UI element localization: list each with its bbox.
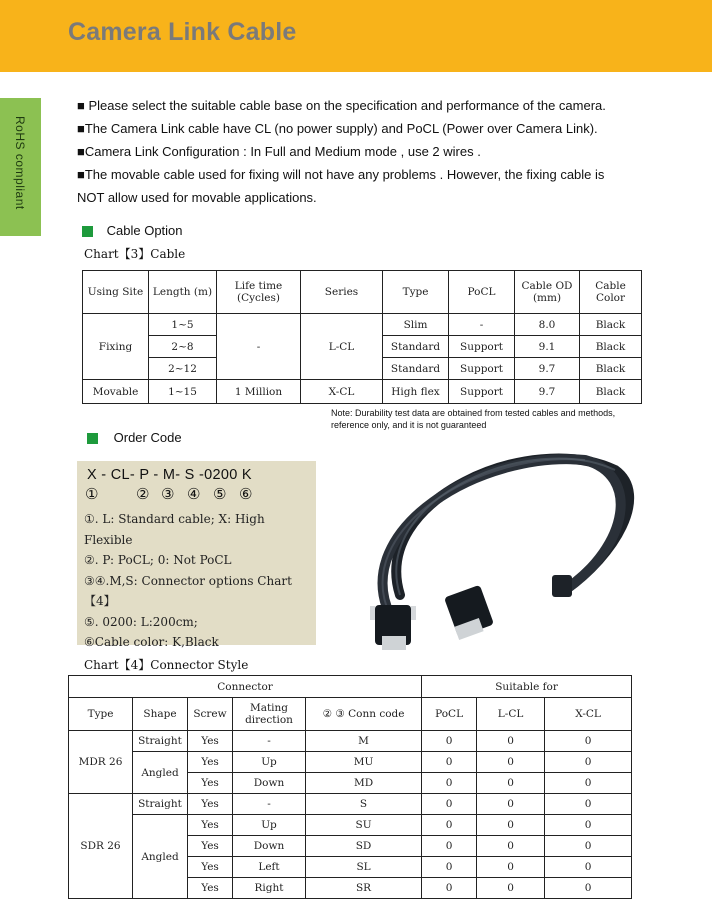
bullet-line: NOT allow used for movable applications. (77, 190, 317, 205)
cell-code: SL (306, 857, 422, 878)
header-cell: Life time (Cycles) (217, 271, 301, 314)
bullet-line: ■ Please select the suitable cable base on the specification and performance of the camera. (77, 98, 606, 113)
cell-od: 9.1 (515, 336, 580, 358)
cell-code: M (306, 731, 422, 752)
cell-pocl: 0 (422, 773, 477, 794)
cell-mating: - (233, 794, 306, 815)
cell-shape: Straight (133, 794, 188, 815)
camera-link-cable-photo (330, 440, 636, 660)
header-cell: PoCL (422, 698, 477, 731)
header-banner (0, 0, 712, 72)
chart3-label: Chart【3】Cable (84, 247, 186, 261)
cell-lcl: 0 (477, 731, 545, 752)
bullet-line: ■The Camera Link cable have CL (no power supply) and PoCL (Power over Camera Link). (77, 121, 598, 136)
header-cell: Type (383, 271, 449, 314)
cell-series: X-CL (301, 380, 383, 404)
order-code-heading (87, 430, 182, 445)
cell-type: SDR 26 (69, 794, 133, 899)
page-title: Camera Link Cable (68, 18, 297, 46)
connector-style-table (68, 675, 632, 899)
cell-color: Black (580, 358, 642, 380)
cell-code: SD (306, 836, 422, 857)
header-cell: Screw (188, 698, 233, 731)
cell-od: 9.7 (515, 380, 580, 404)
green-square-icon (87, 433, 98, 444)
cell-mating: Up (233, 815, 306, 836)
cell-screw: Yes (188, 752, 233, 773)
cell-od: 9.7 (515, 358, 580, 380)
intro-bullets (77, 94, 637, 209)
header-cell: Cable Color (580, 271, 642, 314)
cell-code: MD (306, 773, 422, 794)
cell-color: Black (580, 314, 642, 336)
table-row (83, 380, 642, 404)
chart4-label: Chart【4】Connector Style (84, 658, 249, 672)
marker-4: ④ (187, 485, 201, 503)
table-row (69, 731, 632, 752)
cell-type: Standard (383, 358, 449, 380)
cell-lcl: 0 (477, 878, 545, 899)
header-cell: Shape (133, 698, 188, 731)
group-header-row (69, 676, 632, 698)
cell-length: 1~15 (149, 380, 217, 404)
cell-xcl: 0 (545, 794, 632, 815)
cell-xcl: 0 (545, 836, 632, 857)
cell-pocl: Support (449, 358, 515, 380)
cell-length: 2~8 (149, 336, 217, 358)
cell-code: SR (306, 878, 422, 899)
cell-pocl: 0 (422, 878, 477, 899)
legend-line: ③④.M,S: Connector options Chart【4】 (84, 573, 292, 608)
table-row (69, 794, 632, 815)
cell-screw: Yes (188, 857, 233, 878)
cell-pocl: 0 (422, 794, 477, 815)
cell-od: 8.0 (515, 314, 580, 336)
order-code-legend (84, 509, 314, 653)
cell-code: S (306, 794, 422, 815)
header-cell: Cable OD (mm) (515, 271, 580, 314)
bullet-line: ■The movable cable used for fixing will not have any problems . However, the fixing cable is (77, 167, 605, 182)
cable-option-table (82, 270, 642, 404)
cell-screw: Yes (188, 773, 233, 794)
cell-xcl: 0 (545, 857, 632, 878)
legend-line: ⑥Cable color: K,Black (84, 635, 219, 649)
cell-mating: Up (233, 752, 306, 773)
cell-xcl: 0 (545, 878, 632, 899)
cell-type: MDR 26 (69, 731, 133, 794)
cell-shape: Straight (133, 731, 188, 752)
header-cell: Using Site (83, 271, 149, 314)
cell-shape: Angled (133, 815, 188, 899)
cable-option-heading (82, 223, 183, 238)
table-header-row (83, 271, 642, 314)
order-code-title: Order Code (113, 430, 182, 445)
cell-series: L-CL (301, 314, 383, 380)
green-square-icon (82, 226, 93, 237)
cell-mating: Down (233, 773, 306, 794)
cell-screw: Yes (188, 794, 233, 815)
cell-pocl: 0 (422, 752, 477, 773)
marker-3: ③ (161, 485, 175, 503)
cell-mating: Down (233, 836, 306, 857)
cell-mating: Left (233, 857, 306, 878)
table-row (69, 752, 632, 773)
cell-screw: Yes (188, 878, 233, 899)
cell-shape: Angled (133, 752, 188, 794)
cell-screw: Yes (188, 731, 233, 752)
cell-pocl: 0 (422, 815, 477, 836)
header-cell: X-CL (545, 698, 632, 731)
durability-note: Note: Durability test data are obtained from tested cables and methods, reference only, and it is not guaranteed (331, 408, 616, 430)
header-cell: PoCL (449, 271, 515, 314)
bullet-line: ■Camera Link Configuration : In Full and Medium mode , use 2 wires . (77, 144, 481, 159)
cell-lcl: 0 (477, 752, 545, 773)
group-suitable: Suitable for (422, 676, 632, 698)
cell-lcl: 0 (477, 773, 545, 794)
header-cell: Length (m) (149, 271, 217, 314)
cell-pocl: 0 (422, 731, 477, 752)
cell-type: High flex (383, 380, 449, 404)
table-header-row (69, 698, 632, 731)
legend-line: ②. P: PoCL; 0: Not PoCL (84, 553, 232, 567)
cell-pocl: Support (449, 380, 515, 404)
cell-type: Standard (383, 336, 449, 358)
cell-pocl: 0 (422, 857, 477, 878)
rohs-label: RoHS compliant (13, 116, 27, 210)
cell-site: Movable (83, 380, 149, 404)
order-code-box (77, 461, 316, 649)
cell-mating: Right (233, 878, 306, 899)
cell-pocl: - (449, 314, 515, 336)
cell-lcl: 0 (477, 815, 545, 836)
cell-code: MU (306, 752, 422, 773)
cable-option-title: Cable Option (106, 223, 183, 238)
cell-pocl: 0 (422, 836, 477, 857)
cell-lcl: 0 (477, 794, 545, 815)
marker-6: ⑥ (239, 485, 253, 503)
group-connector: Connector (69, 676, 422, 698)
table-row (69, 815, 632, 836)
table-row (83, 314, 642, 336)
cell-length: 1~5 (149, 314, 217, 336)
legend-line: ⑤. 0200: L:200cm; (84, 614, 198, 629)
header-cell: Series (301, 271, 383, 314)
header-cell: ② ③ Conn code (306, 698, 422, 731)
cell-color: Black (580, 380, 642, 404)
header-cell: Type (69, 698, 133, 731)
cell-xcl: 0 (545, 815, 632, 836)
cell-life: - (217, 314, 301, 380)
cell-code: SU (306, 815, 422, 836)
header-cell: L-CL (477, 698, 545, 731)
marker-2: ② (136, 485, 150, 503)
cell-site: Fixing (83, 314, 149, 380)
cell-xcl: 0 (545, 773, 632, 794)
cell-color: Black (580, 336, 642, 358)
cell-life: 1 Million (217, 380, 301, 404)
cell-screw: Yes (188, 815, 233, 836)
cell-mating: - (233, 731, 306, 752)
cell-length: 2~12 (149, 358, 217, 380)
header-cell: Mating direction (233, 698, 306, 731)
rohs-tab (0, 98, 41, 236)
cell-type: Slim (383, 314, 449, 336)
legend-line: ①. L: Standard cable; X: High Flexible (84, 512, 265, 547)
cell-lcl: 0 (477, 836, 545, 857)
order-code-string: X - CL- P - M- S -0200 K (87, 467, 252, 483)
cell-lcl: 0 (477, 857, 545, 878)
marker-1: ① (85, 485, 99, 503)
marker-5: ⑤ (213, 485, 227, 503)
cell-pocl: Support (449, 336, 515, 358)
cell-xcl: 0 (545, 731, 632, 752)
cell-xcl: 0 (545, 752, 632, 773)
cell-screw: Yes (188, 836, 233, 857)
